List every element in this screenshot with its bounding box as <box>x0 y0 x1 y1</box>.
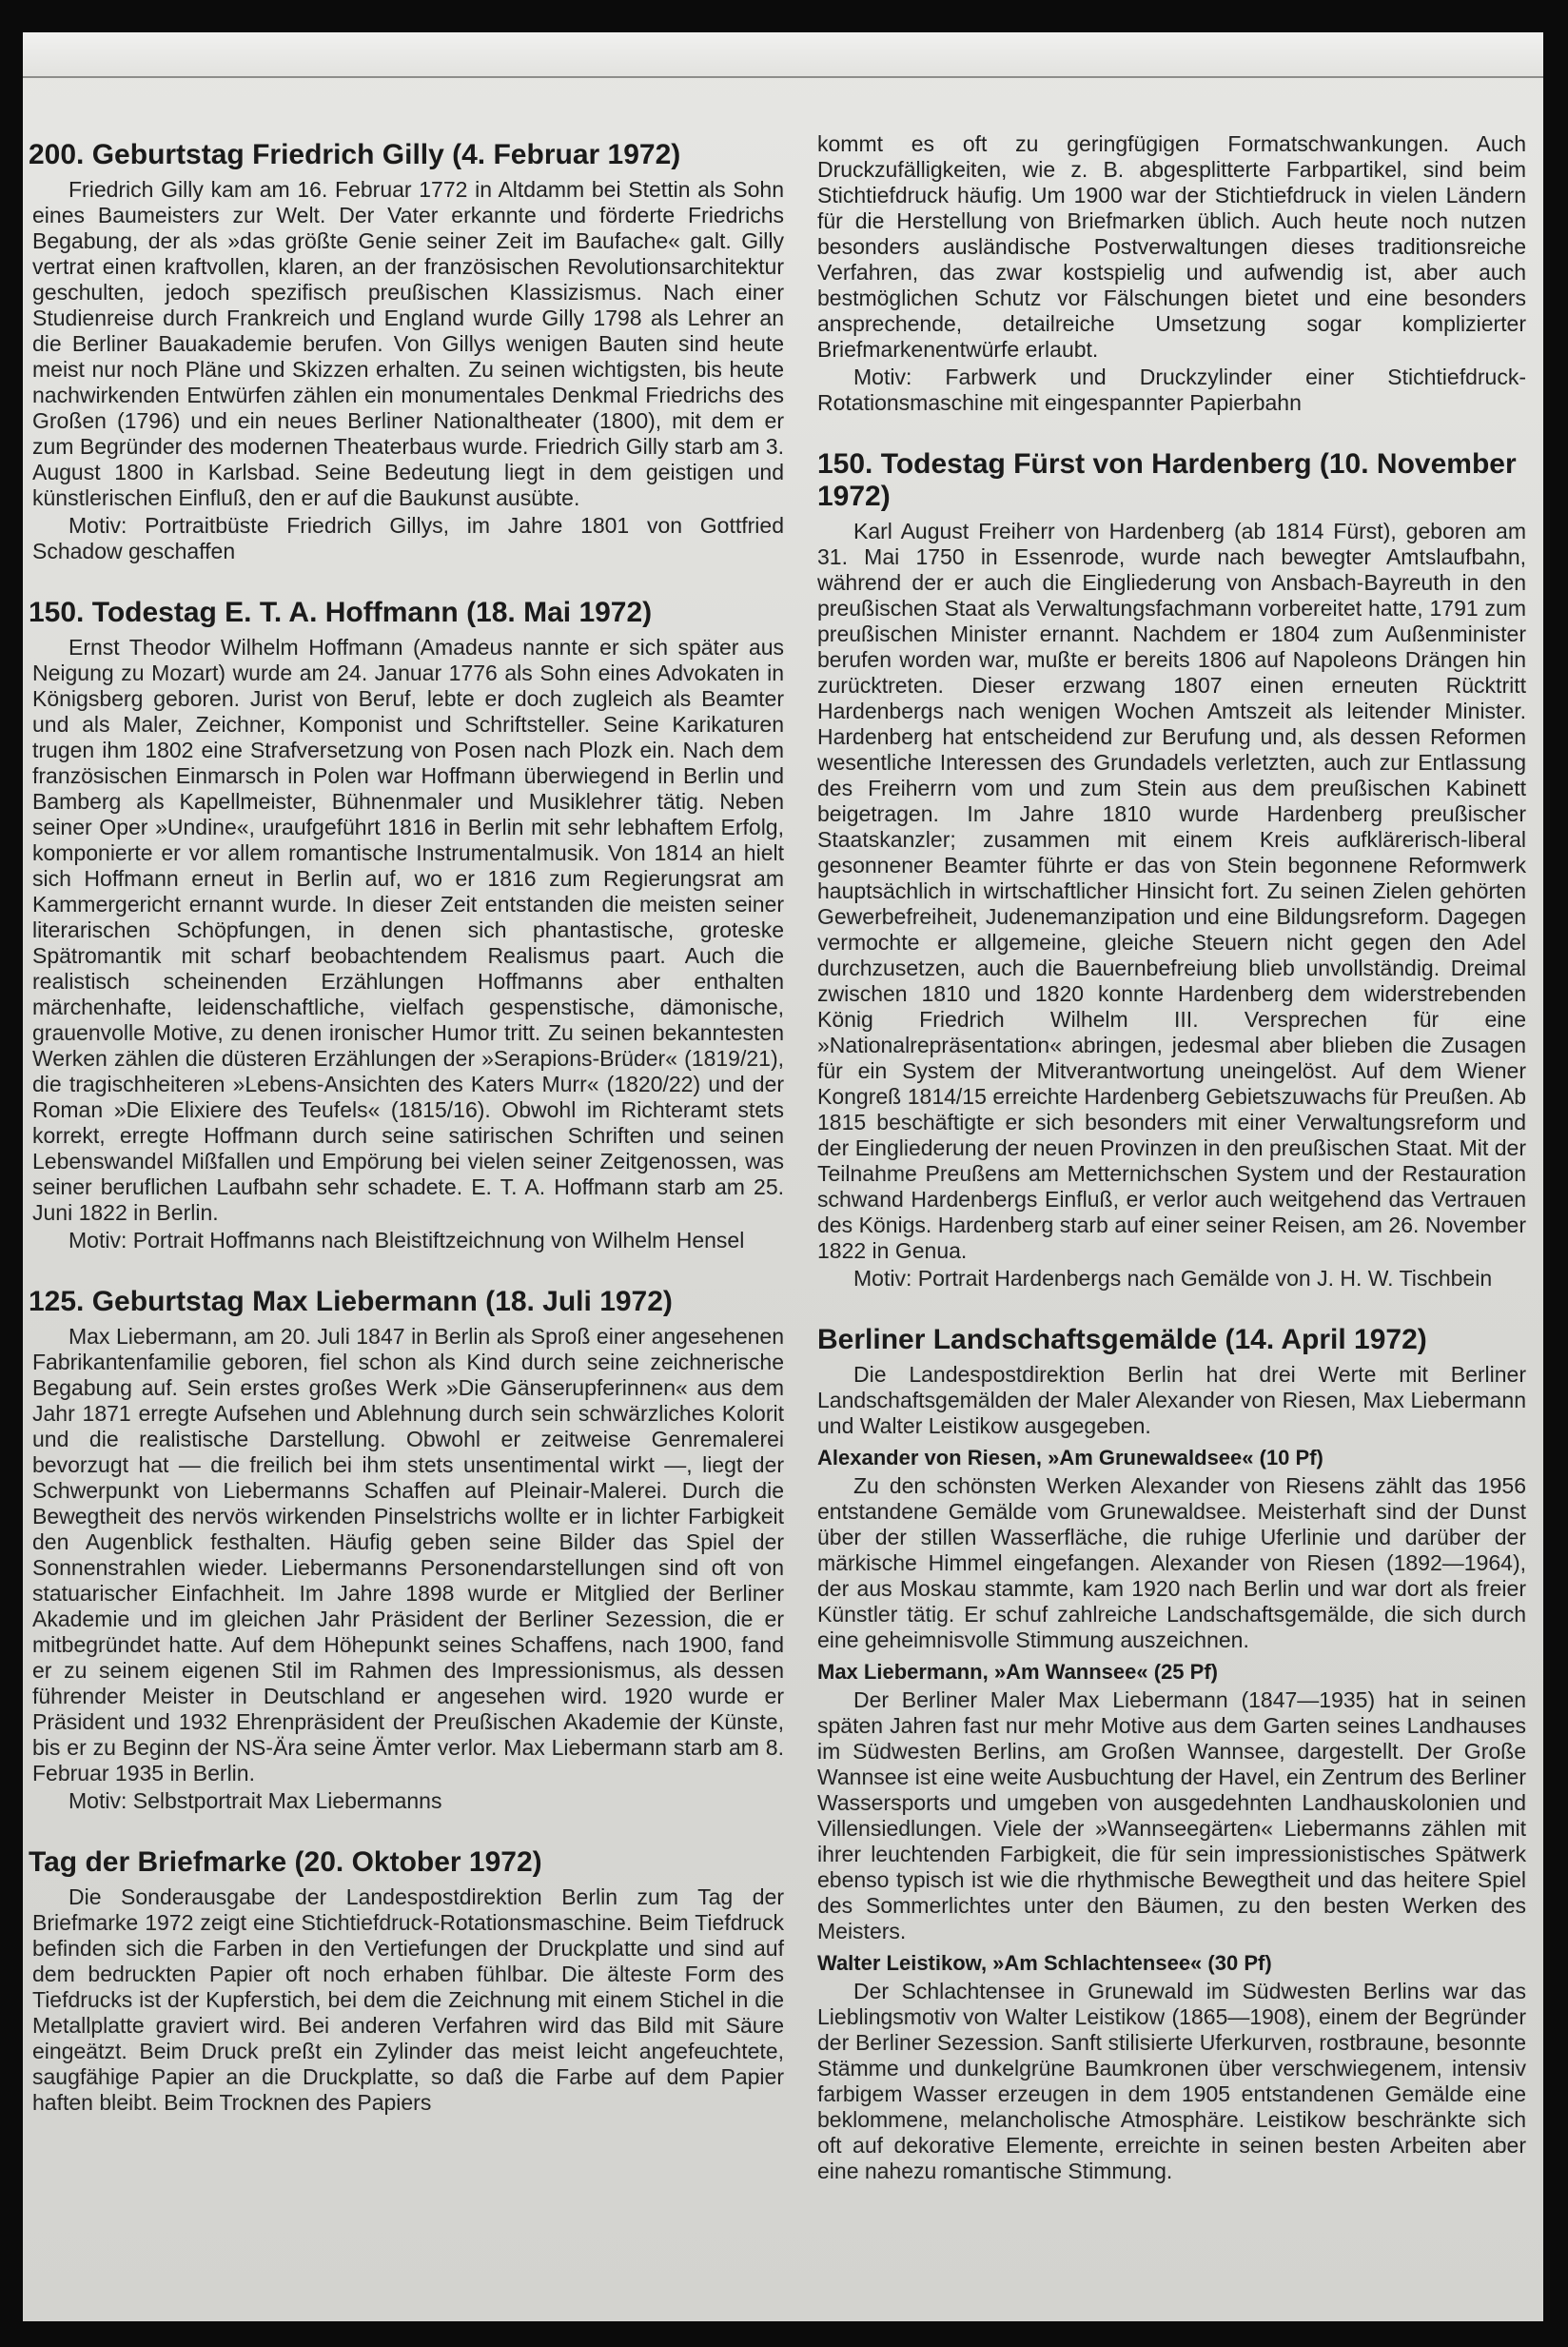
page-top-edge <box>23 32 1543 78</box>
article-hoffmann <box>23 597 784 1253</box>
article-heading: 150. Todestag E. T. A. Hoffmann (18. Mai 1972) <box>29 597 653 628</box>
article-landschaftsgemaelde <box>817 1324 1526 2184</box>
article-body: Friedrich Gilly kam am 16. Februar 1772 in Altdamm bei Stettin als Sohn eines Baumeisters zur Welt. Der Vater erkannte und förderte Friedrichs Begabung, der als »das größte Genie seiner Zeit im Baufache« galt. Gilly vertrat einen kraftvollen, klaren, an der französischen Revolutionsarchitektur geschulten, jedoch spezifisch preußischen Klassizismus. Nach einer Studienreise durch Frankreich und England wurde Gilly 1798 als Lehrer an die Berliner Bauakademie berufen. Von Gillys wenigen Bauten sind heute meist nur noch Pläne und Skizzen erhalten. Zu seinen wichtigsten, bis heute nachwirkenden Entwürfen zählen ein monumentales Denkmal Friedrichs des Großen (1796) und ein neues Berliner Nationaltheater (1800), mit dem er zum Begründer des modernen Theaterbaus wurde. Friedrich Gilly starb am 3. August 1800 in Karlsbad. Seine Bedeutung liegt in dem geistigen und künstlerischen Einfluß, den er auf die Baukunst ausübte. <box>32 177 784 510</box>
subsection-heading: Max Liebermann, »Am Wannsee« (25 Pf) <box>817 1660 1218 1684</box>
article-heading: 125. Geburtstag Max Liebermann (18. Juli 1972) <box>29 1286 673 1317</box>
article-heading: 200. Geburtstag Friedrich Gilly (4. Februar 1972) <box>29 139 681 170</box>
article-motiv: Motiv: Portrait Hardenbergs nach Gemälde von J. H. W. Tischbein <box>853 1266 1493 1291</box>
subsection-heading: Walter Leistikow, »Am Schlachtensee« (30 Pf) <box>817 1951 1272 1975</box>
article-tag-der-briefmarke <box>23 1846 784 2116</box>
article-body: Ernst Theodor Wilhelm Hoffmann (Amadeus nannte er sich später aus Neigung zu Mozart) wurde am 24. Januar 1776 als Sohn eines Advokaten in Königsberg geboren. Jurist von Beruf, lebte er doch zugleich als Beamter und als Maler, Zeichner, Komponist und Schriftsteller. Seine Karikaturen trugen ihm 1802 eine Strafversetzung von Posen nach Plozk ein. Nach dem französischen Einmarsch in Polen war Hoffmann überwiegend in Berlin und Bamberg als Kapellmeister, Bühnenmaler und Musiklehrer tätig. Neben seiner Oper »Undine«, uraufgeführt 1816 in Berlin mit sehr lebhaftem Erfolg, komponierte er vor allem romantische Instrumentalmusik. Von 1814 an hielt sich Hoffmann erneut in Berlin auf, wo er 1816 zum Regierungsrat am Kammergericht ernannt wurde. In dieser Zeit entstanden die meisten seiner literarischen Schöpfungen, in denen sich phantastische, groteske Spätromantik mit scharf beobachtendem Realismus paart. Auch die realistisch scheinenden Erzählungen Hoffmanns aber enthalten märchenhafte, leidenschaftliche, vielfach gespenstische, dämonische, grauenvolle Motive, zu denen ironischer Humor tritt. Zu seinen bekanntesten Werken zählen die düsteren Erzählungen der »Serapions-Brüder« (1819/21), die tragischheiteren »Lebens-Ansichten des Katers Murr« (1820/22) und der Roman »Die Elixiere des Teufels« (1815/16). Obwohl im Richteramt stets korrekt, erregte Hoffmann durch seine satirischen Schriften und seinen Lebenswandel Mißfallen und Empörung bei vielen seiner Zeitgenossen, was seiner beruflichen Laufbahn sehr schadete. E. T. A. Hoffmann starb am 25. Juni 1822 in Berlin. <box>32 635 784 1225</box>
subsection-heading: Alexander von Riesen, »Am Grunewaldsee« (10 Pf) <box>817 1446 1323 1469</box>
article-heading: 150. Todestag Fürst von Hardenberg (10. November 1972) <box>817 448 1517 512</box>
continuation-motiv: Motiv: Farbwerk und Druckzylinder einer Stichtiefdruck-Rotationsmaschine mit eingespannter Papierbahn <box>817 365 1526 415</box>
right-column <box>817 131 1526 2217</box>
article-hardenberg <box>817 448 1526 1292</box>
article-body: Karl August Freiherr von Hardenberg (ab 1814 Fürst), geboren am 31. Mai 1750 in Essenrode, wurde nach bewegter Amtslaufbahn, während der er auch die Eingliederung von Ansbach-Bayreuth in den preußischen Staat als Verwaltungsfachmann vorbereitet hatte, 1791 zum preußischen Minister ernannt. Nachdem er 1804 zum Außenminister berufen worden war, mußte er bereits 1806 auf Napoleons Drängen hin zurücktreten. Dieser erzwang 1807 einen erneuten Rücktritt Hardenbergs nach wenigen Wochen Amtszeit als leitender Minister. Hardenberg hat entscheidend zur Berufung und, als dessen Reformen wesentliche Interessen des Grundadels verletzten, auch zur Entlassung des Freiherrn vom und zum Stein aus dem preußischen Kabinett beigetragen. Im Jahre 1810 wurde Hardenberg preußischer Staatskanzler; zusammen mit einem Kreis aufklärerisch-liberal gesonnener Beamter führte er das von Stein begonnene Reformwerk hauptsächlich in wirtschaftlicher Hinsicht fort. Zu seinen Zielen gehörten Gewerbefreiheit, Judenemanzipation und eine Bildungsreform. Dagegen vermochte er allgemeine, gleiche Steuern nicht gegen den Adel durchzusetzen, auch die Bauernbefreiung blieb unvollständig. Dreimal zwischen 1810 und 1820 konnte Hardenberg dem widerstrebenden König Friedrich Wilhelm III. Versprechen für eine »Nationalrepräsentation« abringen, jedesmal aber blieben die Zusagen für ein System der Mitverantwortung uneingelöst. Auf dem Wiener Kongreß 1814/15 erreichte Hardenberg Gebietszuwachs für Preußen. Ab 1815 beschäftigte er sich besonders mit einer Verwaltungsreform und der Eingliederung der neuen Provinzen in den preußischen Staat. Mit der Teilnahme Preußens am Metternichschen System und der Restauration schwand Hardenbergs Einfluß, er verlor auch weitgehend das Vertrauen des Königs. Hardenberg starb auf einer seiner Reisen, am 26. November 1822 in Genua. <box>817 519 1526 1263</box>
article-gilly <box>23 139 784 564</box>
subsection-body: Der Schlachtensee in Grunewald im Südwesten Berlins war das Lieblingsmotiv von Walter Leistikow (1865—1908), einem der Begründer der Berliner Sezession. Sanft stilisierte Uferkurven, rostbraune, besonnte Stämme und dunkelgrüne Baumkronen über verschwiegenem, intensiv farbigem Wasser erzeugen in dem 1905 entstandenen Gemälde eine beklommene, melancholische Atmosphäre. Leistikow beschränkte sich oft auf dekorative Elemente, erreichte in seinen besten Arbeiten aber eine nahezu romantische Stimmung. <box>817 1979 1526 2183</box>
article-continuation <box>817 131 1526 416</box>
continuation-body: kommt es oft zu geringfügigen Formatschwankungen. Auch Druckzufälligkeiten, wie z. B. abgesplitterte Farbpartikel, sind beim Stichtiefdruck häufig. Um 1900 war der Stichtiefdruck in vielen Ländern für die Herstellung von Briefmarken üblich. Auch heute noch nutzen besonders ausländische Postverwaltungen dieses traditionsreiche Verfahren, das zwar kostspielig und aufwendig ist, aber auch bestmöglichen Schutz vor Fälschungen bietet und eine besonders ansprechende, detailreiche Umsetzung sogar komplizierter Briefmarkenentwürfe erlaubt. <box>817 131 1526 362</box>
left-column <box>23 139 784 2148</box>
document-page <box>23 32 1543 2321</box>
article-motiv: Motiv: Portraitbüste Friedrich Gillys, im Jahre 1801 von Gottfried Schadow geschaffen <box>32 513 784 563</box>
article-motiv: Motiv: Selbstportrait Max Liebermanns <box>69 1788 442 1813</box>
article-liebermann <box>23 1286 784 1814</box>
subsection-body: Der Berliner Maler Max Liebermann (1847—1935) hat in seinen späten Jahren fast nur mehr Motive aus dem Garten seines Landhauses im Südwesten Berlins, am Großen Wannsee, dargestellt. Der Große Wannsee ist eine weite Ausbuchtung der Havel, ein Zentrum des Berliner Wassersports und umgeben von ausgedehnten Landhauskolonien und Villensiedlungen. Viele der »Wannseegärten« Liebermanns zählen mit ihrer leuchtenden Farbigkeit, die für sein impressionistisches Spätwerk ebenso typisch ist wie die rhythmische Bewegtheit und das heitere Spiel des Sommerlichtes unter den Bäumen, zu den besten Werken des Meisters. <box>817 1687 1526 1943</box>
article-body: Die Landespostdirektion Berlin hat drei Werte mit Berliner Landschaftsgemälden der Maler Alexander von Riesen, Max Liebermann und Walter Leistikow ausgegeben. <box>817 1362 1526 1438</box>
article-motiv: Motiv: Portrait Hoffmanns nach Bleistiftzeichnung von Wilhelm Hensel <box>69 1228 745 1252</box>
article-body: Max Liebermann, am 20. Juli 1847 in Berlin als Sproß einer angesehenen Fabrikantenfamilie geboren, fiel schon als Kind durch seine zeichnerische Begabung auf. Sein erstes großes Werk »Die Gänserupferinnen« aus dem Jahr 1871 erregte Aufsehen und Ablehnung durch sein schwärzliches Kolorit und die realistische Darstellung. Obwohl er zeitweise Genremalerei bevorzugt hat — die freilich bei ihm stets unsentimental wirkt —, liegt der Schwerpunkt von Liebermanns Schaffen auf Pleinair-Malerei. Durch die Bewegtheit des nervös wirkenden Pinselstrichs wollte er in lichter Farbigkeit den Augenblick festhalten. Häufig geben seine Bilder das Spiel der Sonnenstrahlen wieder. Liebermanns Personendarstellungen sind oft von statuarischer Einfachheit. Im Jahre 1898 wurde er Mitglied der Berliner Akademie und im gleichen Jahr Präsident der Berliner Sezession, die er mitbegründet hatte. Auf dem Höhepunkt seines Schaffens, nach 1900, fand er zu seinem eigenen Stil im Rahmen des Impressionismus, als dessen führender Meister in Deutschland er angesehen wird. 1920 wurde er Präsident und 1932 Ehrenpräsident der Preußischen Akademie der Künste, bis er zu Beginn der NS-Ära seine Ämter verlor. Max Liebermann starb am 8. Februar 1935 in Berlin. <box>32 1324 784 1785</box>
article-heading: Berliner Landschaftsgemälde (14. April 1972) <box>817 1324 1427 1355</box>
article-body: Die Sonderausgabe der Landespostdirektion Berlin zum Tag der Briefmarke 1972 zeigt eine Stichtiefdruck-Rotationsmaschine. Beim Tiefdruck befinden sich die Farben in den Vertiefungen der Druckplatte und sind auf dem bedruckten Papier oft noch erhaben fühlbar. Die älteste Form des Tiefdrucks ist der Kupferstich, bei dem die Zeichnung mit einem Stichel in die Metallplatte graviert wird. Bei anderen Verfahren wird das Bild mit Säure eingeätzt. Beim Druck preßt ein Zylinder das meist leicht angefeuchtete, saugfähige Papier an die Druckplatte, so daß die Farbe auf dem Papier haften bleibt. Beim Trocknen des Papiers <box>32 1884 784 2115</box>
subsection-body: Zu den schönsten Werken Alexander von Riesens zählt das 1956 entstandene Gemälde vom Grunewaldsee. Meisterhaft sind der Dunst über der stillen Wasserfläche, die ruhige Uferlinie und darüber der märkische Himmel eingefangen. Alexander von Riesen (1892—1964), der aus Moskau stammte, kam 1920 nach Berlin und war dort als freier Künstler tätig. Er schuf zahlreiche Landschaftsgemälde, die sich durch eine geheimnisvolle Stimmung auszeichnen. <box>817 1473 1526 1652</box>
article-heading: Tag der Briefmarke (20. Oktober 1972) <box>29 1846 542 1878</box>
